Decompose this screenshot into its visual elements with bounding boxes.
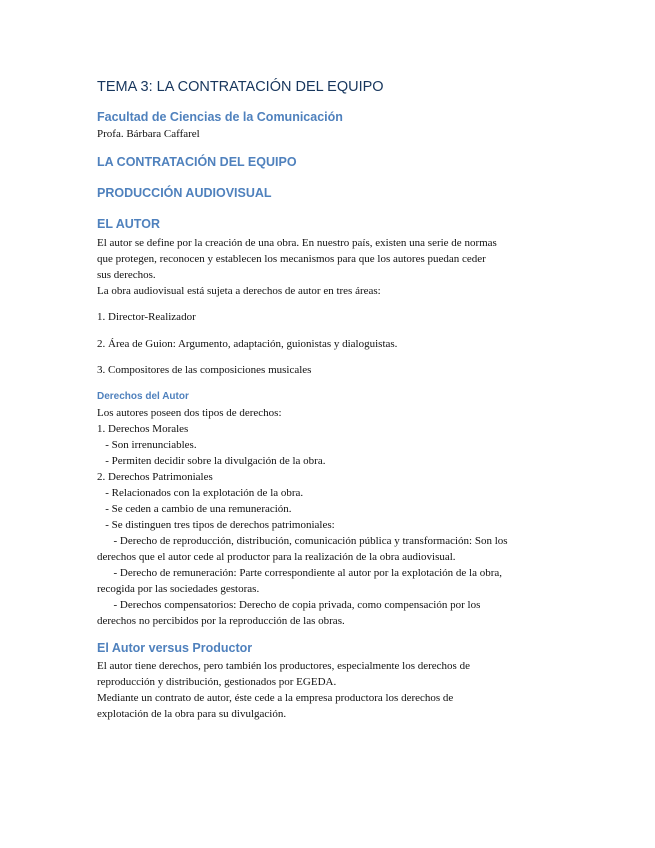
area-item: 2. Área de Guion: Argumento, adaptación, guionistas y dialoguistas. xyxy=(97,338,398,350)
derechos-line: - Derecho de remuneración: Parte correspondiente al autor por la explotación de la obra, xyxy=(97,567,502,579)
autor-paragraph-line: sus derechos. xyxy=(97,269,156,281)
contratacion-heading: LA CONTRATACIÓN DEL EQUIPO xyxy=(97,155,297,169)
produccion-heading: PRODUCCIÓN AUDIOVISUAL xyxy=(97,186,272,200)
derechos-line: - Derechos compensatorios: Derecho de copia privada, como compensación por los xyxy=(97,599,481,611)
autor-heading: EL AUTOR xyxy=(97,217,160,231)
area-item: 1. Director-Realizador xyxy=(97,311,196,323)
derechos-line: Los autores poseen dos tipos de derechos: xyxy=(97,407,282,419)
versus-line: reproducción y distribución, gestionados por EGEDA. xyxy=(97,676,337,688)
derechos-line: - Relacionados con la explotación de la obra. xyxy=(97,487,304,499)
derechos-line: 2. Derechos Patrimoniales xyxy=(97,471,213,483)
derechos-line: - Son irrenunciables. xyxy=(97,439,197,451)
derechos-heading: Derechos del Autor xyxy=(97,391,189,402)
derechos-line: derechos no percibidos por la reproducción de las obras. xyxy=(97,615,345,627)
derechos-line: - Derecho de reproducción, distribución, comunicación pública y transformación: Son los xyxy=(97,535,508,547)
document-title: TEMA 3: LA CONTRATACIÓN DEL EQUIPO xyxy=(97,79,384,95)
autor-paragraph-line: que protegen, reconocen y establecen los mecanismos para que los autores puedan ceder xyxy=(97,253,486,265)
derechos-line: derechos que el autor cede al productor para la realización de la obra audiovisual. xyxy=(97,551,456,563)
autor-paragraph-line: La obra audiovisual está sujeta a derechos de autor en tres áreas: xyxy=(97,285,381,297)
derechos-line: 1. Derechos Morales xyxy=(97,423,189,435)
derechos-line: recogida por las sociedades gestoras. xyxy=(97,583,260,595)
autor-paragraph-line: El autor se define por la creación de una obra. En nuestro país, existen una serie de normas xyxy=(97,237,497,249)
versus-heading: El Autor versus Productor xyxy=(97,641,253,655)
derechos-line: - Permiten decidir sobre la divulgación de la obra. xyxy=(97,455,326,467)
faculty-heading: Facultad de Ciencias de la Comunicación xyxy=(97,110,343,124)
versus-line: Mediante un contrato de autor, éste cede a la empresa productora los derechos de xyxy=(97,692,454,704)
versus-line: El autor tiene derechos, pero también los productores, especialmente los derechos de xyxy=(97,660,470,672)
professor-name: Profa. Bárbara Caffarel xyxy=(97,128,200,140)
derechos-line: - Se distinguen tres tipos de derechos patrimoniales: xyxy=(97,519,335,531)
area-item: 3. Compositores de las composiciones musicales xyxy=(97,364,312,376)
derechos-line: - Se ceden a cambio de una remuneración. xyxy=(97,503,292,515)
versus-line: explotación de la obra para su divulgación. xyxy=(97,708,287,720)
